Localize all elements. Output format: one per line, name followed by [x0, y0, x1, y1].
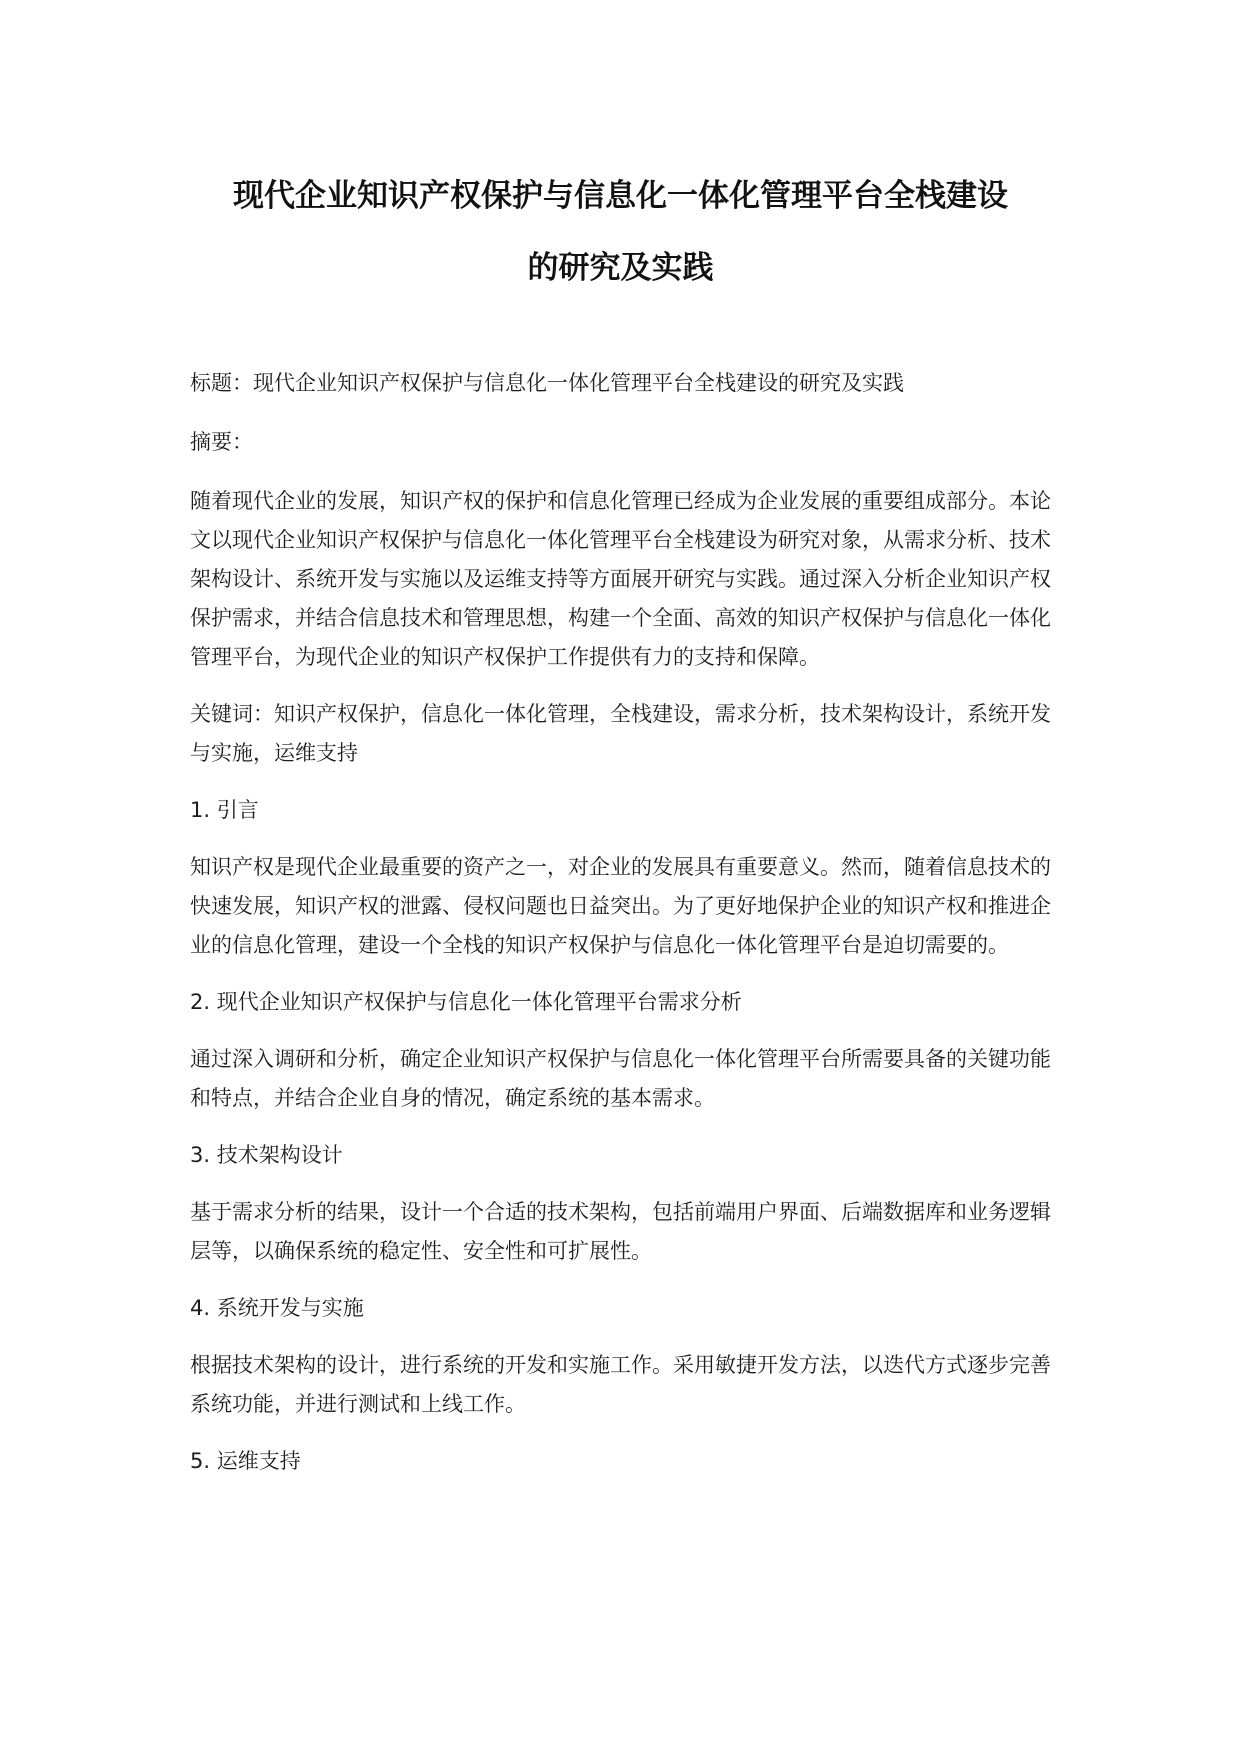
section-body-architecture: 基于需求分析的结果，设计一个合适的技术架构，包括前端用户界面、后端数据库和业务逻辑层等，以确保系统的稳定性、安全性和可扩展性。 — [190, 1200, 1051, 1263]
keywords-line: 关键词：知识产权保护，信息化一体化管理，全栈建设，需求分析，技术架构设计，系统开发与实施，运维支持 — [190, 702, 1051, 765]
section-heading-introduction: 1. 引言 — [190, 798, 259, 822]
document-title — [190, 160, 1051, 304]
section-heading-architecture: 3. 技术架构设计 — [190, 1143, 343, 1167]
title-line-1: 现代企业知识产权保护与信息化一体化管理平台全栈建设 — [233, 178, 1008, 214]
abstract-label: 摘要： — [190, 430, 253, 454]
subject-line: 标题：现代企业知识产权保护与信息化一体化管理平台全栈建设的研究及实践 — [190, 371, 904, 395]
abstract-text: 随着现代企业的发展，知识产权的保护和信息化管理已经成为企业发展的重要组成部分。本论文以现代企业知识产权保护与信息化一体化管理平台全栈建设为研究对象，从需求分析、技术架构设计、系统开发与实施以及运维支持等方面展开研究与实践。通过深入分析企业知识产权保护需求，并结合信息技术和管理思想，构建一个全面、高效的知识产权保护与信息化一体化管理平台，为现代企业的知识产权保护工作提供有力的支持和保障。 — [190, 489, 1051, 669]
section-heading-development: 4. 系统开发与实施 — [190, 1296, 364, 1320]
section-body-introduction: 知识产权是现代企业最重要的资产之一，对企业的发展具有重要意义。然而，随着信息技术的快速发展，知识产权的泄露、侵权问题也日益突出。为了更好地保护企业的知识产权和推进企业的信息化管理，建设一个全栈的知识产权保护与信息化一体化管理平台是迫切需要的。 — [190, 855, 1051, 957]
section-heading-requirements: 2. 现代企业知识产权保护与信息化一体化管理平台需求分析 — [190, 990, 742, 1014]
section-body-requirements: 通过深入调研和分析，确定企业知识产权保护与信息化一体化管理平台所需要具备的关键功能和特点，并结合企业自身的情况，确定系统的基本需求。 — [190, 1047, 1051, 1110]
section-body-development: 根据技术架构的设计，进行系统的开发和实施工作。采用敏捷开发方法，以迭代方式逐步完善系统功能，并进行测试和上线工作。 — [190, 1353, 1051, 1416]
title-line-2: 的研究及实践 — [527, 250, 714, 286]
section-heading-operations: 5. 运维支持 — [190, 1449, 301, 1473]
